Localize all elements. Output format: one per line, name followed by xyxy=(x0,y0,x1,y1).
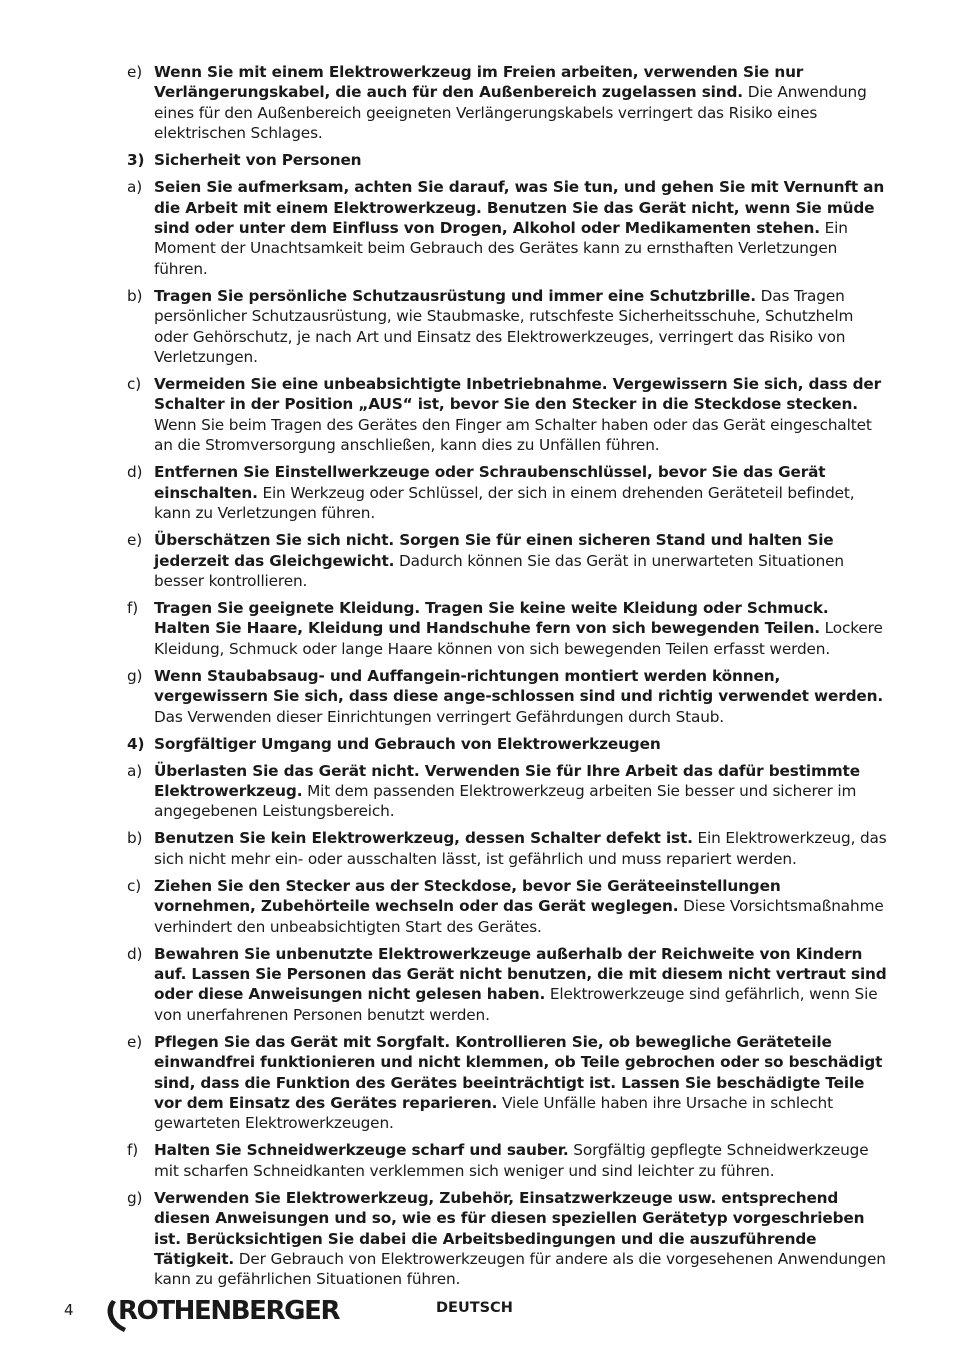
item-marker: a) xyxy=(127,761,143,780)
list-item xyxy=(127,828,887,869)
item-normal-text: Diese Vorsichtsmaßnahme verhindert den unbeabsichtigten Start des Gerätes. xyxy=(154,897,884,936)
item-marker: g) xyxy=(127,1188,143,1207)
list-item xyxy=(127,374,887,456)
list-item xyxy=(127,598,887,659)
item-bold-text: Überschätzen Sie sich nicht. Sorgen Sie für einen sicheren Stand und halten Sie jederzeit das Gleichgewicht. xyxy=(154,531,834,570)
brand-logo xyxy=(100,1294,350,1334)
item-normal-text: Das Verwenden dieser Einrichtungen verringert Gefährdungen durch Staub. xyxy=(154,707,725,726)
item-marker: e) xyxy=(127,531,143,550)
item-marker: f) xyxy=(127,1141,139,1160)
section-title: Sicherheit von Personen xyxy=(154,151,362,170)
item-text xyxy=(154,1140,887,1181)
item-bold-text: Vermeiden Sie eine unbeabsichtigte Inbetriebnahme. Vergewissern Sie sich, dass der Schalter in der Position „AUS“ ist, bevor Sie den Stecker in die Steckdose stecken. xyxy=(154,375,882,414)
item-bold-text: Bewahren Sie unbenutzte Elektrowerkzeuge außerhalb der Reichweite von Kindern auf. Lassen Sie Personen das Gerät nicht benutzen, die mit diesem nicht vertraut sind oder diese Anweisungen nicht gelesen haben. xyxy=(154,944,887,1004)
item-bold-text: Ziehen Sie den Stecker aus der Steckdose, bevor Sie Geräteeinstellungen vornehmen, Zubehörteile wechseln oder das Gerät weglegen. xyxy=(154,876,781,916)
item-marker: b) xyxy=(127,829,143,848)
item-text xyxy=(154,177,887,279)
item-normal-text: Mit dem passenden Elektrowerkzeug arbeiten Sie besser und sicherer im angegebenen Leistungsbereich. xyxy=(154,781,857,821)
item-bold-text: Tragen Sie geeignete Kleidung. Tragen Sie keine weite Kleidung oder Schmuck. Halten Sie Haare, Kleidung und Handschuhe fern von sich bewegenden Teilen. xyxy=(154,598,829,638)
item-bold-text: Wenn Sie mit einem Elektrowerkzeug im Freien arbeiten, verwenden Sie nur Verlängerungskabel, die auch für den Außenbereich zugelassen sind. xyxy=(154,63,804,102)
list-item xyxy=(127,177,887,279)
brand-name: ROTHENBERGER xyxy=(118,1296,340,1326)
list-item xyxy=(127,666,887,727)
item-marker: c) xyxy=(127,375,142,394)
item-text xyxy=(154,1032,887,1134)
item-marker: g) xyxy=(127,666,143,685)
language-label: DEUTSCH xyxy=(436,1300,513,1316)
list-item xyxy=(127,530,887,591)
item-marker: a) xyxy=(127,178,143,197)
item-bold-text: Benutzen Sie kein Elektrowerkzeug, dessen Schalter defekt ist. xyxy=(154,829,693,848)
section-number: 4) xyxy=(127,734,145,753)
section-number: 3) xyxy=(127,151,145,170)
item-marker: e) xyxy=(127,63,143,81)
section-heading xyxy=(127,150,887,170)
section-title: Sorgfältiger Umgang und Gebrauch von Elektrowerkzeugen xyxy=(154,734,661,753)
item-marker: e) xyxy=(127,1032,143,1051)
item-normal-text: Dadurch können Sie das Gerät in unerwarteten Situationen besser kontrollieren. xyxy=(154,551,844,590)
item-normal-text: Sorgfältig gepflegte Schneidwerkzeuge mit scharfen Schneidkanten verklemmen sich weniger und sind leichter zu führen. xyxy=(154,1141,869,1180)
item-marker: d) xyxy=(127,944,143,963)
item-bold-text: Wenn Staubabsaug- und Auffangein-richtungen montiert werden können, vergewissern Sie sich, dass diese ange-schlossen sind und richtig verwendet werden. xyxy=(154,666,884,706)
list-item xyxy=(127,944,887,1026)
item-bold-text: Halten Sie Schneidwerkzeuge scharf und sauber. xyxy=(154,1141,569,1160)
list-item xyxy=(127,1032,887,1134)
page-footer xyxy=(0,1290,954,1340)
item-normal-text: Elektrowerkzeuge sind gefährlich, wenn Sie von unerfahrenen Personen benutzt werden. xyxy=(154,985,878,1024)
section-heading xyxy=(127,734,887,754)
item-normal-text: Der Gebrauch von Elektrowerkzeugen für andere als die vorgesehenen Anwendungen kann zu gefährlichen Situationen führen. xyxy=(154,1250,886,1289)
item-marker: c) xyxy=(127,876,142,895)
page-number: 4 xyxy=(64,1301,74,1319)
item-text xyxy=(154,598,887,659)
item-text xyxy=(154,462,887,523)
item-normal-text: Wenn Sie beim Tragen des Gerätes den Finger am Schalter haben oder das Gerät eingeschaltet an die Stromversorgung anschließen, kann dies zu Unfällen führen. xyxy=(154,415,872,455)
item-text xyxy=(154,761,887,822)
item-bold-text: Überlasten Sie das Gerät nicht. Verwenden Sie für Ihre Arbeit das dafür bestimmte Elektrowerkzeug. xyxy=(154,761,860,800)
list-item xyxy=(127,1140,887,1181)
item-text xyxy=(154,62,887,144)
item-normal-text: Ein Elektrowerkzeug, das sich nicht mehr ein- oder ausschalten lässt, ist gefährlich und muss repariert werden. xyxy=(154,829,887,868)
item-normal-text: Ein Moment der Unachtsamkeit beim Gebrauch des Gerätes kann zu ernsthaften Verletzungen führen. xyxy=(154,219,848,278)
list-item xyxy=(127,62,887,144)
list-item xyxy=(127,462,887,523)
item-normal-text: Lockere Kleidung, Schmuck oder lange Haare können von sich bewegenden Teilen erfasst werden. xyxy=(154,619,883,658)
item-text xyxy=(154,876,887,937)
item-text xyxy=(154,734,887,754)
item-text xyxy=(154,1188,887,1290)
item-bold-text: Seien Sie aufmerksam, achten Sie darauf, was Sie tun, und gehen Sie mit Vernunft an die Arbeit mit einem Elektrowerkzeug. Benutzen Sie das Gerät nicht, wenn Sie müde sind oder unter dem Einfluss von Drogen, Alkohol oder Medikamenten stehen. xyxy=(154,178,885,238)
list-item xyxy=(127,1188,887,1290)
item-bold-text: Verwenden Sie Elektrowerkzeug, Zubehör, Einsatzwerkzeuge usw. entsprechend diesen Anweisungen und so, wie es für diesen speziellen Gerätetyp vorgeschrieben ist. Berücksichtigen Sie dabei die Arbeitsbedingungen und die auszuführende Tätigkeit. xyxy=(154,1188,865,1269)
item-text xyxy=(154,286,887,368)
list-item xyxy=(127,761,887,822)
item-normal-text: Viele Unfälle haben ihre Ursache in schlecht gewarteten Elektrowerkzeugen. xyxy=(154,1094,833,1133)
item-text xyxy=(154,374,887,456)
item-marker: b) xyxy=(127,286,143,305)
item-normal-text: Die Anwendung eines für den Außenbereich geeigneten Verlängerungskabels verringert das Risiko eines elektrischen Schlages. xyxy=(154,83,867,143)
item-text xyxy=(154,150,887,170)
item-bold-text: Pflegen Sie das Gerät mit Sorgfalt. Kontrollieren Sie, ob bewegliche Geräteteile einwandfrei funktionieren und nicht klemmen, ob Teile gebrochen oder so beschädigt sind, dass die Funktion des Gerätes beeinträchtigt ist. Lassen Sie beschädigte Teile vor dem Einsatz des Gerätes reparieren. xyxy=(154,1032,883,1112)
list-item xyxy=(127,286,887,368)
item-bold-text: Entfernen Sie Einstellwerkzeuge oder Schraubenschlüssel, bevor Sie das Gerät einschalten. xyxy=(154,463,826,502)
item-bold-text: Tragen Sie persönliche Schutzausrüstung und immer eine Schutzbrille. xyxy=(154,286,756,305)
item-text xyxy=(154,530,887,591)
item-marker: d) xyxy=(127,463,143,482)
list-item xyxy=(127,876,887,937)
item-normal-text: Das Tragen persönlicher Schutzausrüstung, wie Staubmaske, rutschfeste Sicherheitsschuhe, Schutzhelm oder Gehörschutz, je nach Art und Einsatz des Elektrowerkzeuges, verringert das Risiko von Verletzungen. xyxy=(154,286,854,367)
item-marker: f) xyxy=(127,598,139,617)
item-text xyxy=(154,828,887,869)
item-text xyxy=(154,666,887,727)
instruction-list xyxy=(127,62,887,1296)
item-text xyxy=(154,944,887,1026)
item-normal-text: Ein Werkzeug oder Schlüssel, der sich in einem drehenden Geräteteil befindet, kann zu Verletzungen führen. xyxy=(154,483,855,523)
